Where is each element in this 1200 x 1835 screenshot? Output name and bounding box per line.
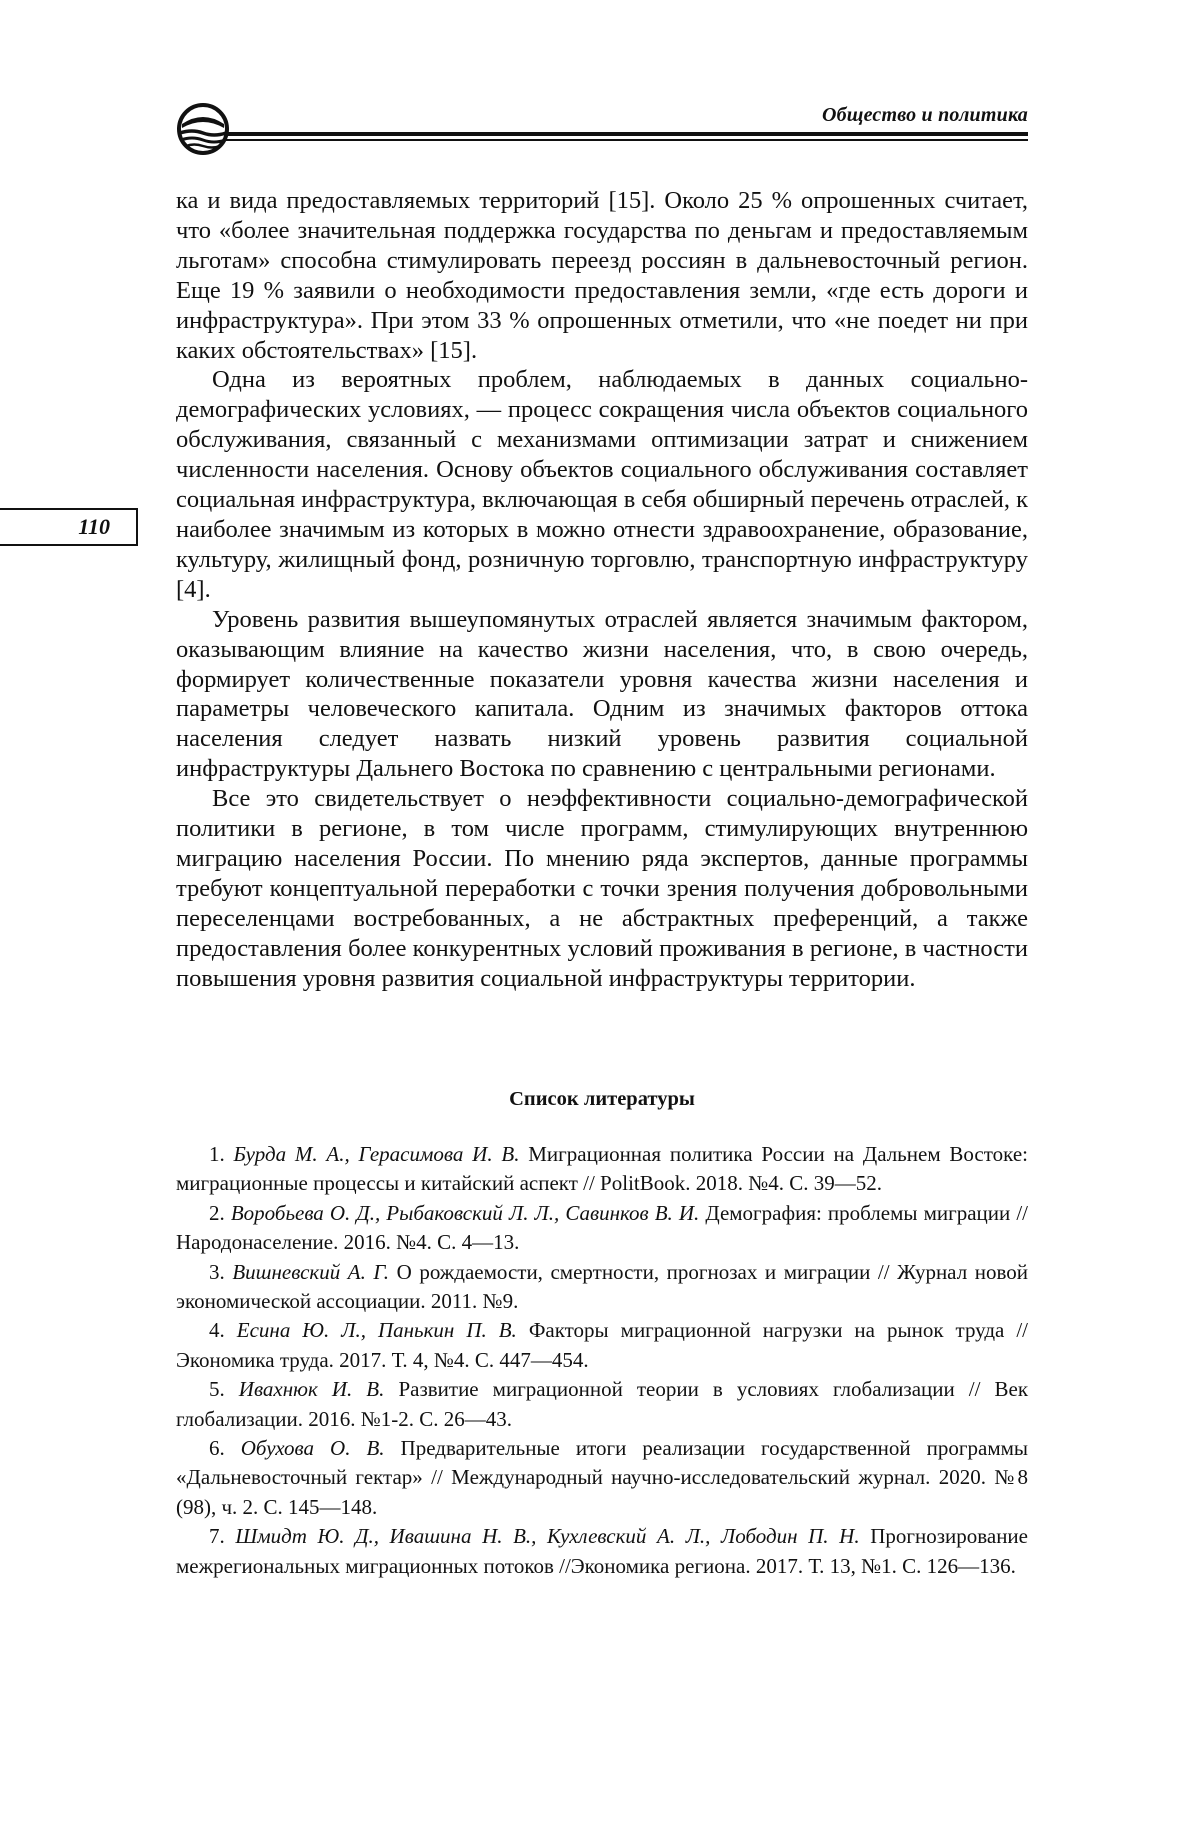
reference-authors: Бурда М. А., Герасимова И. В. [233,1142,520,1166]
reference-item [176,1199,1028,1258]
journal-section-title: Общество и политика [821,104,1028,126]
header-rule-thick [225,132,1028,136]
reference-text: О рождаемости, смертности, прогнозах и миграции // Журнал новой экономической ассоциации. 2011. №9. [176,1259,1028,1314]
reference-authors: Обухова О. В. [240,1436,385,1461]
reference-text: Развитие миграционной теории в условиях глобализации // Век глобализации. 2016. №1-2. С. 26—43. [176,1377,1029,1431]
reference-item [176,1375,1028,1434]
header-rule-thin [225,139,1028,141]
reference-authors: Шмидт Ю. Д., Ивашина Н. В., Кухлевский А. Л., Лободин П. Н. [235,1524,860,1549]
reference-item [176,1522,1028,1581]
reference-item [176,1258,1028,1317]
reference-authors: Вишневский А. Г. [232,1259,390,1284]
reference-authors: Есина Ю. Л., Панькин П. В. [236,1318,517,1343]
reference-text: Предварительные итоги реализации государственной программы «Дальневосточный гектар» // Международный научно-исследовательский журнал. 2020. №8 (98), ч. 2. С. 145—148. [176,1436,1029,1519]
body-paragraph: Уровень развития вышеупомянутых отраслей является значимым фактором, оказывающим влияние на качество жизни населения, что, в свою очередь, формирует количественные показатели уровня качества жизни населения и параметры человеческого капитала. Одним из значимых факторов оттока населения следует назвать низкий уровень развития социальной инфраструктуры Дальнего Востока по сравнению с центральными регионами. [176,605,1028,783]
body-paragraph: ка и вида предоставляемых территорий [15]. Около 25 % опрошенных считает, что «более значительная поддержка государства по деньгам и предоставляемым льготам» способна стимулировать переезд россиян в дальневосточный регион. Еще 19 % заявили о необходимости предоставления земли, «где есть дороги и инфраструктура». При этом 33 % опрошенных отметили, что «не поедет ни при каких обстоятельствах» [15]. [176,187,1028,364]
references-title: Список литературы [509,1088,695,1110]
reference-text: Прогнозирование межрегиональных миграционных потоков //Экономика региона. 2017. Т. 13, №1. С. 126—136. [176,1524,1028,1578]
body-paragraph: Все это свидетельствует о неэффективности социально-демографической политики в регионе, в том числе программ, стимулирующих внутреннюю миграцию населения России. По мнению ряда экспертов, данные программы требуют концептуальной переработки с точки зрения получения добровольными переселенцами востребованных, а не абстрактных преференций, а также предоставления более конкурентных условий проживания в регионе, в частности повышения уровня развития социальной инфраструктуры территории. [176,785,1028,992]
reference-item [176,1316,1028,1375]
journal-logo-icon [174,100,232,158]
references-list [176,1140,1028,1581]
reference-number: 1. [209,1142,225,1166]
reference-number: 3. [209,1259,225,1284]
reference-authors: Ивахнюк И. В. [238,1377,385,1402]
reference-number: 7. [209,1524,225,1549]
body-paragraph: Одна из вероятных проблем, наблюдаемых в данных социально-демографических условиях, — процесс сокращения числа объектов социального обслуживания, связанный с механизмами оптимизации затрат и снижением численности населения. Основу объектов социального обслуживания составляет социальная инфраструктура, включающая в себя обширный перечень отраслей, к наиболее значимым из которых в можно отнести здравоохранение, образование, культуру, жилищный фонд, розничную торговлю, транспортную инфраструктуру [4]. [176,366,1028,603]
reference-text: Миграционная политика России на Дальнем Востоке: миграционные процессы и китайский аспект // PolitBook. 2018. №4. С. 39—52. [176,1142,1028,1196]
reference-number: 5. [209,1377,225,1402]
reference-authors: Воробьева О. Д., Рыбаковский Л. Л., Савинков В. И. [230,1200,700,1225]
article-body [176,186,1028,993]
reference-number: 2. [209,1200,225,1225]
reference-number: 4. [209,1318,225,1343]
reference-text: Факторы миграционной нагрузки на рынок труда // Экономика труда. 2017. Т. 4, №4. С. 447—454. [176,1318,1029,1372]
page-number: 110 [0,508,138,546]
reference-item [176,1434,1028,1522]
reference-number: 6. [209,1436,225,1461]
reference-text: Демография: проблемы миграции // Народонаселение. 2016. №4. С. 4—13. [176,1200,1028,1255]
reference-item [176,1140,1028,1199]
